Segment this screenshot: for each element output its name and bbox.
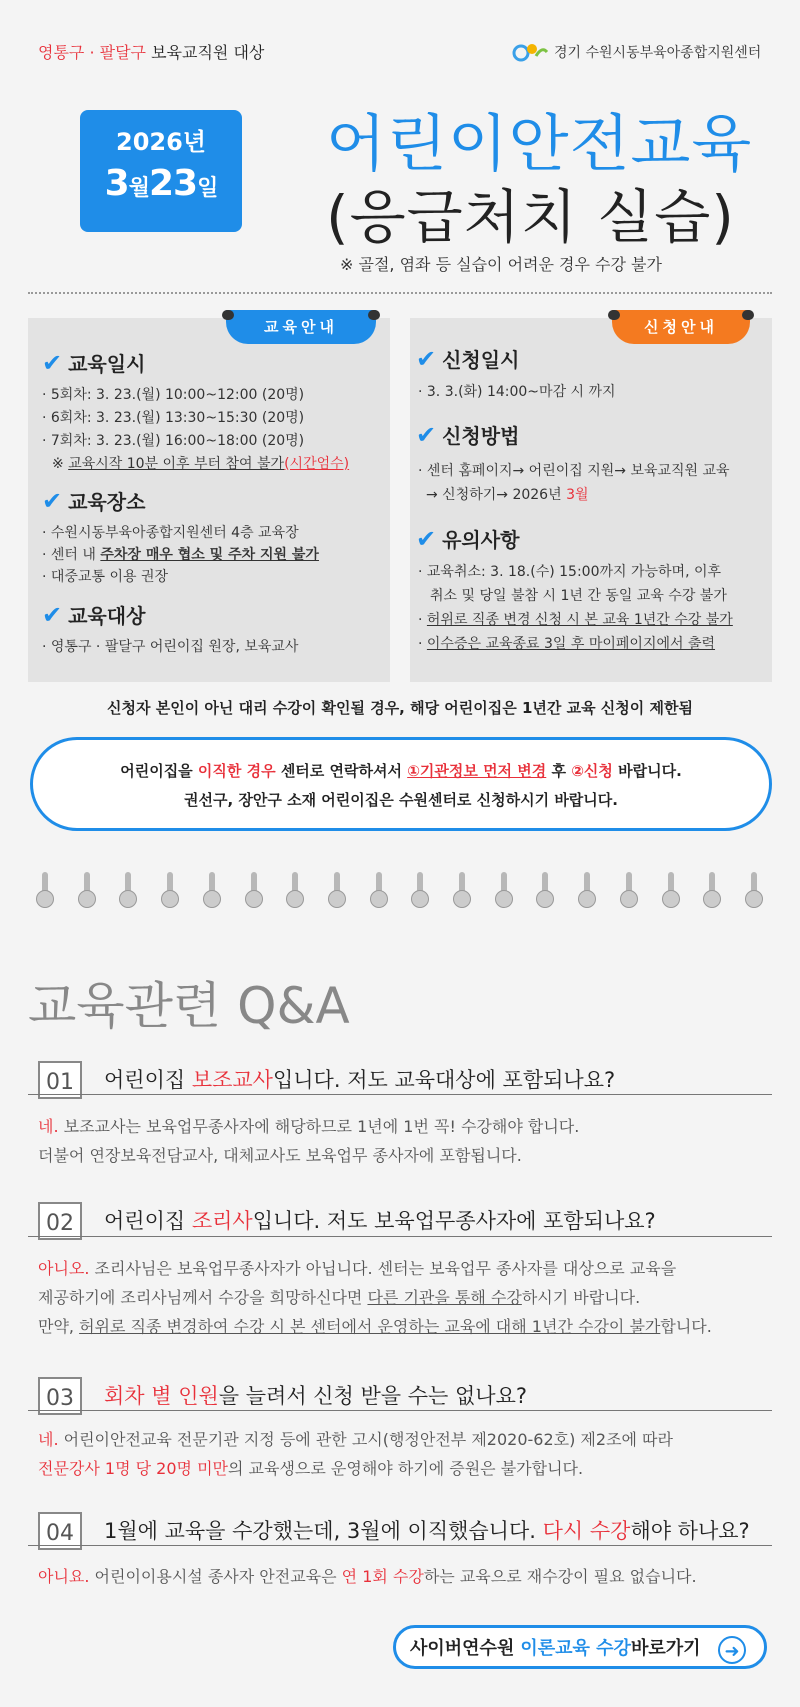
answer-2: 아니오. 조리사님은 보육업무종사자가 아닙니다. 센터는 보육업무 종사자를 대상으로 교육을 제공하기에 조리사님께서 수강을 희망하신다면 다른 기관을 통해 수강하시기 바랍니다. 만약, 허위로 직종 변경하여 수강 시 본 센터에서 운영하는 교육에 대해 1년간 수강이 불가합니다. — [38, 1259, 712, 1336]
schedule-note: ※ 교육시작 10분 이후 부터 참여 불가(시간엄수) — [52, 456, 350, 472]
caution-item: · 허위로 직종 변경 신청 시 본 교육 1년간 수강 불가 — [418, 612, 733, 628]
transfer-notice: 어린이집을 이직한 경우 센터로 연락하셔서 ①기관정보 먼저 변경 후 ②신청 바랍니다. 권선구, 장안구 소재 어린이집은 수원센터로 신청하시기 바랍니다. — [30, 737, 772, 831]
date-day: 3월23일 — [104, 163, 218, 204]
caution-item: · 이수증은 교육종료 3일 후 마이페이지에서 출력 — [418, 636, 716, 652]
answer-4: 아니요. 어린이이용시설 종사자 안전교육은 연 1회 수강하는 교육으로 재수강이 필요 없습니다. — [38, 1567, 697, 1586]
education-info-panel — [28, 318, 390, 682]
spiral-ring — [78, 872, 96, 908]
question-4: 1월에 교육을 수강했는데, 3월에 이직했습니다. 다시 수강해야 하나요? — [104, 1519, 750, 1543]
method-heading: ✔ 신청방법 — [416, 420, 520, 449]
spiral-ring — [161, 872, 179, 908]
check-icon: ✔ — [416, 420, 437, 449]
cyber-academy-link-button[interactable]: 사이버연수원 이론교육 수강 바로가기 ➜ — [393, 1625, 767, 1669]
place-item: · 수원시동부육아종합지원센터 4층 교육장 — [42, 525, 299, 541]
schedule-item: · 5회차: 3. 23.(월) 10:00~12:00 (20명) — [42, 387, 305, 403]
spiral-ring — [286, 872, 304, 908]
spiral-ring — [745, 872, 763, 908]
spiral-ring — [453, 872, 471, 908]
caution-item: · 교육취소: 3. 18.(수) 15:00까지 가능하며, 이후 — [418, 564, 722, 580]
answer-3: 네. 어린이안전교육 전문기관 지정 등에 관한 고시(행정안전부 제2020-62호) 제2조에 따라 전문강사 1명 당 20명 미만의 교육생으로 운영해야 하기에 증원은 불가합니다. — [38, 1430, 673, 1478]
dotted-divider — [28, 292, 772, 294]
page-subtitle: (응급처치 실습) — [326, 183, 735, 251]
check-icon: ✔ — [42, 600, 63, 629]
spiral-ring — [203, 872, 221, 908]
spiral-ring — [36, 872, 54, 908]
target-audience-label: 영통구 · 팔달구 보육교직원 대상 — [38, 43, 265, 62]
spiral-ring — [245, 872, 263, 908]
spiral-ring — [703, 872, 721, 908]
target-item: · 영통구 · 팔달구 어린이집 원장, 보육교사 — [42, 639, 299, 655]
question-number: 01 — [38, 1061, 82, 1099]
question-3: 회차 별 인원을 늘려서 신청 받을 수는 없나요? — [104, 1384, 528, 1408]
spiral-binding — [28, 872, 772, 912]
question-number: 04 — [38, 1512, 82, 1550]
arrow-right-circle-icon: ➜ — [718, 1636, 746, 1664]
spiral-ring — [620, 872, 638, 908]
exclusion-note: ※ 골절, 염좌 등 실습이 어려운 경우 수강 불가 — [340, 255, 662, 274]
spiral-ring — [411, 872, 429, 908]
question-divider — [28, 1545, 772, 1546]
schedule-item: · 7회차: 3. 23.(월) 16:00~18:00 (20명) — [42, 433, 305, 449]
question-number: 03 — [38, 1377, 82, 1415]
caution-heading: ✔ 유의사항 — [416, 524, 520, 553]
target-heading: ✔ 교육대상 — [42, 600, 146, 629]
spiral-ring — [578, 872, 596, 908]
spiral-ring — [536, 872, 554, 908]
org-logo-icon — [512, 40, 548, 64]
date-year: 2026년 — [116, 128, 206, 156]
place-item: · 대중교통 이용 권장 — [42, 569, 168, 585]
place-heading: ✔ 교육장소 — [42, 486, 146, 515]
question-number: 02 — [38, 1202, 82, 1240]
spiral-ring — [662, 872, 680, 908]
check-icon: ✔ — [416, 524, 437, 553]
spiral-ring — [370, 872, 388, 908]
answer-1: 네. 보조교사는 보육업무종사자에 해당하므로 1년에 1번 꼭! 수강해야 합니다. 더불어 연장보육전담교사, 대체교사도 보육업무 종사자에 포함됩니다. — [38, 1117, 580, 1165]
proxy-warning: 신청자 본인이 아닌 대리 수강이 확인될 경우, 해당 어린이집은 1년간 교육 신청이 제한됨 — [107, 699, 693, 717]
caution-item: 취소 및 당일 불참 시 1년 간 동일 교육 수강 불가 — [430, 588, 727, 604]
question-2: 어린이집 조리사입니다. 저도 보육업무종사자에 포함되나요? — [104, 1209, 656, 1233]
check-icon: ✔ — [42, 486, 63, 515]
check-icon: ✔ — [416, 344, 437, 373]
application-info-panel — [410, 318, 772, 682]
application-info-tab: 신청안내 — [612, 310, 750, 344]
schedule-item: · 6회차: 3. 23.(월) 13:30~15:30 (20명) — [42, 410, 305, 426]
org-logo: 경기 수원시동부육아종합지원센터 — [512, 40, 761, 64]
date-badge — [80, 110, 242, 232]
page-title: 어린이안전교육 — [326, 107, 753, 180]
schedule-heading: ✔ 교육일시 — [42, 348, 146, 377]
apply-date-heading: ✔ 신청일시 — [416, 344, 520, 373]
check-icon: ✔ — [42, 348, 63, 377]
education-info-tab: 교육안내 — [226, 310, 376, 344]
spiral-ring — [119, 872, 137, 908]
spiral-ring — [495, 872, 513, 908]
apply-date-item: · 3. 3.(화) 14:00~마감 시 까지 — [418, 384, 616, 400]
question-1: 어린이집 보조교사입니다. 저도 교육대상에 포함되나요? — [104, 1068, 616, 1092]
method-item: · 센터 홈페이지→ 어린이집 지원→ 보육교직원 교육 — [418, 463, 730, 479]
question-divider — [28, 1094, 772, 1095]
qa-section-title: 교육관련 Q&A — [28, 977, 350, 1035]
question-divider — [28, 1236, 772, 1237]
place-item: · 센터 내 주차장 매우 협소 및 주차 지원 불가 — [42, 547, 319, 563]
spiral-ring — [328, 872, 346, 908]
method-item: → 신청하기→ 2026년 3월 — [426, 487, 589, 503]
question-divider — [28, 1410, 772, 1411]
